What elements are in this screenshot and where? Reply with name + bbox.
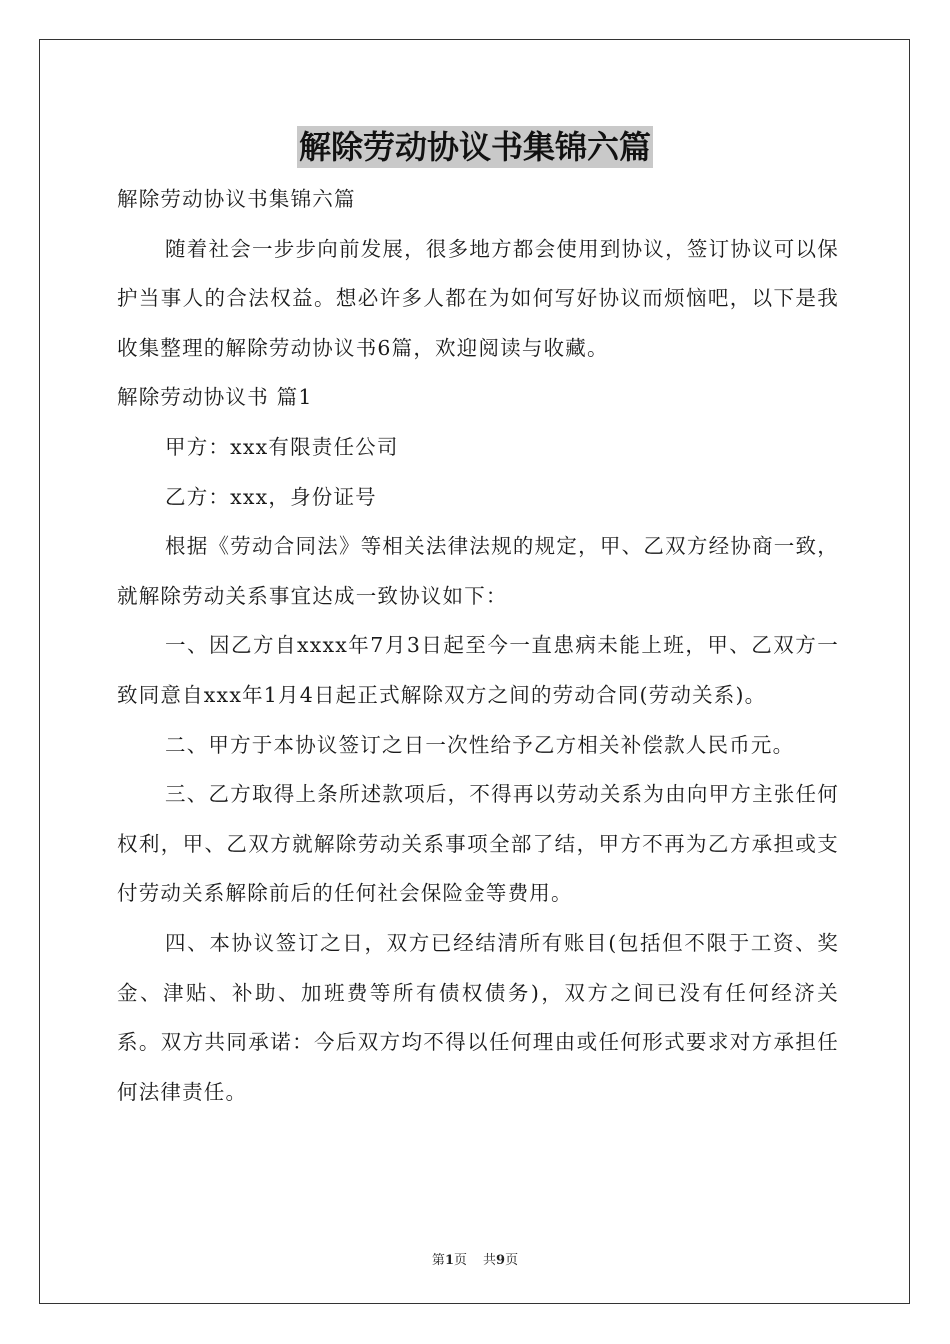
body-paragraph: 乙方：xxx，身份证号 (165, 484, 377, 509)
page-suffix: 页 (453, 1253, 467, 1268)
body-paragraph: 一、因乙方自xxxx年7月3日起至今一直患病未能上班，甲、乙双方一致同意自xxx年1月4日起正式解除双方之间的劳动合同(劳动关系)。 (117, 633, 839, 707)
body-paragraph: 随着社会一步步向前发展，很多地方都会使用到协议，签订协议可以保护当事人的合法权益。想必许多人都在为如何写好协议而烦恼吧，以下是我收集整理的解除劳动协议书6篇，欢迎阅读与收藏。 (117, 236, 839, 360)
document-body (117, 175, 839, 1117)
body-paragraph: 甲方：xxx有限责任公司 (165, 434, 399, 459)
body-paragraph: 四、本协议签订之日，双方已经结清所有账目(包括但不限于工资、奖金、津贴、补助、加班费等所有债权债务)，双方之间已没有任何经济关系。双方共同承诺：今后双方均不得以任何理由或任何形式要求对方承担任何法律责任。 (117, 930, 839, 1104)
current-page-number: 1 (444, 1253, 454, 1268)
total-page-number: 9 (496, 1253, 506, 1268)
body-paragraph: 二、甲方于本协议签订之日一次性给予乙方相关补偿款人民币元。 (165, 732, 795, 757)
title-container (0, 126, 950, 168)
body-paragraph: 根据《劳动合同法》等相关法律法规的规定，甲、乙双方经协商一致，就解除劳动关系事宜达成一致协议如下： (117, 534, 839, 608)
total-prefix: 共 (483, 1253, 497, 1268)
subtitle-line: 解除劳动协议书集锦六篇 (117, 187, 356, 211)
page-prefix: 第 (431, 1253, 445, 1268)
page-footer (0, 1249, 950, 1268)
section-heading: 解除劳动协议书 篇1 (117, 385, 313, 410)
total-suffix: 页 (505, 1253, 519, 1268)
document-title: 解除劳动协议书集锦六篇 (298, 128, 651, 166)
body-paragraph: 三、乙方取得上条所述款项后，不得再以劳动关系为由向甲方主张任何权利，甲、乙双方就解除劳动关系事项全部了结，甲方不再为乙方承担或支付劳动关系解除前后的任何社会保险金等费用。 (117, 782, 839, 906)
